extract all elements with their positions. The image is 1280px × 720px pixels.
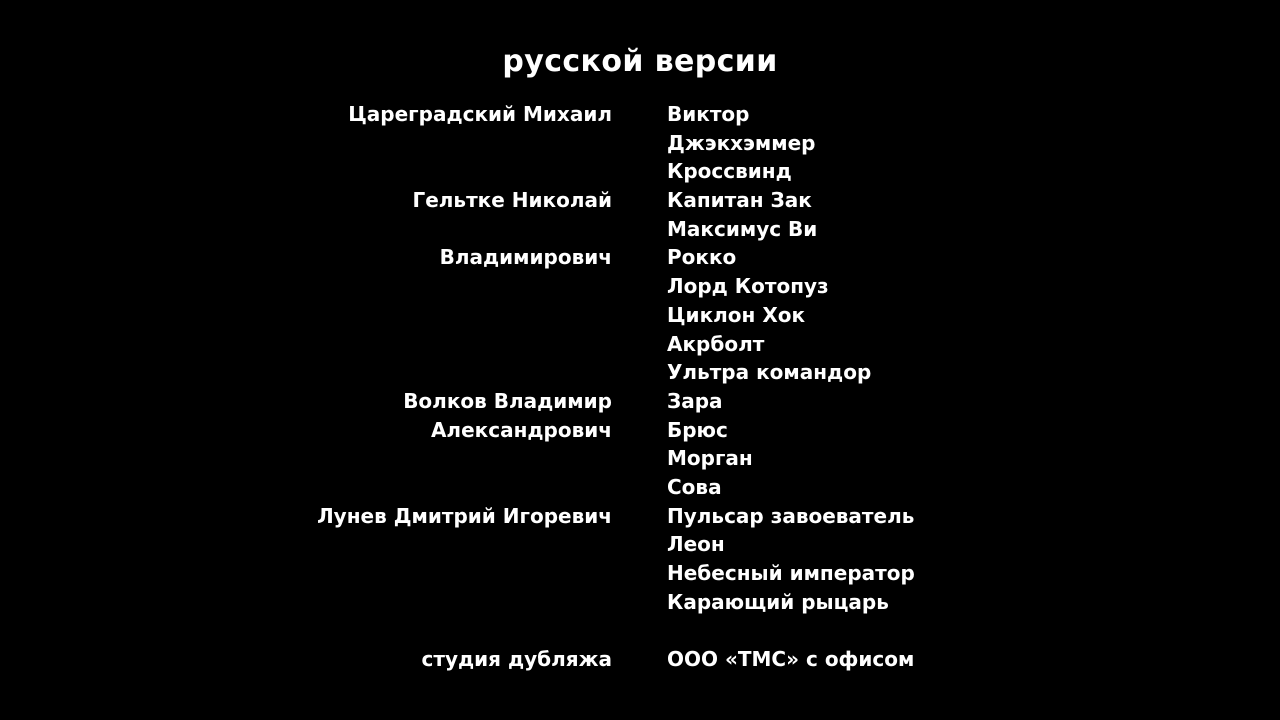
credit-name: Рокко — [667, 245, 737, 270]
credit-row — [0, 588, 1280, 617]
credit-row — [0, 358, 1280, 387]
credit-name: Акрболт — [667, 331, 765, 356]
credit-row — [0, 502, 1280, 531]
credit-row — [0, 645, 1280, 674]
credit-row — [0, 444, 1280, 473]
credit-name: ООО «ТМС» с офисом — [667, 647, 915, 672]
credit-name: Виктор — [667, 102, 750, 126]
credit-role: Цареградский Михаил — [348, 102, 612, 126]
credit-role: Гельтке Николай — [412, 188, 612, 213]
credit-row — [0, 530, 1280, 559]
credit-role: Владимирович — [439, 245, 612, 270]
credit-name: Карающий рыцарь — [667, 589, 889, 614]
credit-name: Максимус Ви — [667, 216, 818, 241]
credit-row — [0, 215, 1280, 244]
credit-row — [0, 100, 1280, 129]
credit-row-spacer — [0, 616, 1280, 645]
credit-row — [0, 243, 1280, 272]
credit-role: Александрович — [430, 417, 612, 442]
credits-list — [0, 100, 1280, 674]
credit-row — [0, 186, 1280, 215]
credit-row — [0, 157, 1280, 186]
credit-name: Морган — [667, 446, 753, 471]
credit-name: Капитан Зак — [667, 188, 812, 213]
credit-name: Зара — [667, 388, 723, 413]
credit-name: Небесный император — [667, 561, 915, 585]
credit-name: Лорд Котопуз — [667, 274, 829, 299]
credit-row — [0, 129, 1280, 158]
credit-row — [0, 473, 1280, 502]
credit-name: Пульсар завоеватель — [667, 503, 915, 528]
credit-row — [0, 416, 1280, 445]
credit-role: студия дубляжа — [421, 647, 612, 672]
credit-role: Лунев Дмитрий Игоревич — [317, 503, 612, 528]
credit-name: Брюс — [667, 417, 728, 442]
credit-row — [0, 301, 1280, 330]
credit-row — [0, 387, 1280, 416]
credit-row — [0, 272, 1280, 301]
credit-name: Ультра командор — [667, 360, 872, 385]
credit-row — [0, 330, 1280, 359]
credit-name: Сова — [667, 474, 722, 499]
credit-name: Кроссвинд — [667, 159, 792, 184]
credit-row — [0, 559, 1280, 588]
page-title: русской версии — [502, 44, 778, 79]
credit-name: Циклон Хок — [667, 302, 806, 327]
credit-role: Волков Владимир — [403, 388, 612, 413]
credit-name: Леон — [667, 532, 725, 557]
credit-name: Джэкхэммер — [667, 130, 816, 155]
